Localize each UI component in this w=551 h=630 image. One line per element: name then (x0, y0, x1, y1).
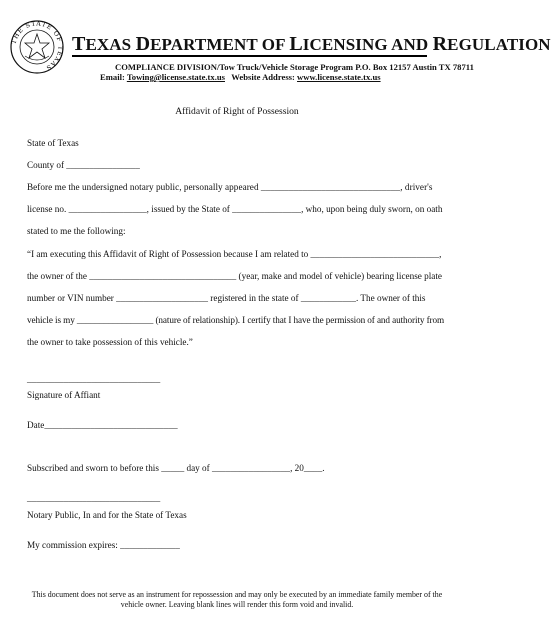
para2-line2[interactable]: the owner of the ________________________________ (year, make and model of vehicle) bearing license plate (27, 271, 442, 281)
footer-disclaimer-line1: This document does not serve as an instrument for repossession and may only be executed by an immediate family member of the (31, 590, 443, 599)
subscribed-line[interactable]: Subscribed and sworn to before this _____ day of _________________, 20____. (27, 463, 325, 473)
para2-line3[interactable]: number or VIN number ____________________ registered in the state of ____________. The owner of this (27, 293, 426, 303)
form-heading: Affidavit of Right of Possession (175, 106, 299, 117)
para1-line2[interactable]: license no. _________________, issued by the State of _______________, who, upon being duly sworn, on oath (27, 204, 443, 214)
date-field[interactable]: Date_____________________________ (27, 420, 178, 430)
notary-signature-field[interactable]: _____________________________ (27, 493, 161, 503)
signature-label: Signature of Affiant (27, 390, 101, 400)
state-line: State of Texas (27, 138, 79, 148)
para1-line3: stated to me the following: (27, 226, 126, 236)
para2-line1[interactable]: “I am executing this Affidavit of Right of Possession because I am related to ____________________________, (27, 249, 442, 259)
signature-field[interactable]: _____________________________ (27, 374, 161, 384)
seal-text: THE STATE OF TEXAS (10, 20, 64, 72)
contact-line: Email: Towing@license.state.tx.us Website Address: www.license.state.tx.us (100, 72, 381, 82)
footer-disclaimer-line2: vehicle owner. Leaving blank lines will render this form void and invalid. (120, 600, 354, 609)
texas-seal-icon (10, 20, 64, 74)
para2-line4[interactable]: vehicle is my _________________ (nature of relationship). I certify that I have the permission of and authority from (27, 315, 445, 325)
agency-title: TEXAS DEPARTMENT OF LICENSING AND REGULATION (72, 33, 551, 55)
email-link[interactable]: Towing@license.state.tx.us (126, 72, 225, 82)
compliance-division-line: COMPLIANCE DIVISION/Tow Truck/Vehicle Storage Program P.O. Box 12157 Austin TX 78711 (115, 62, 474, 72)
county-field[interactable]: County of ________________ (27, 160, 140, 170)
para2-line5: the owner to take possession of this vehicle.” (27, 337, 193, 347)
commission-expires-field[interactable]: My commission expires: _____________ (27, 540, 180, 550)
para1-line1[interactable]: Before me the undersigned notary public, personally appeared ______________________________, driver's (27, 182, 433, 192)
notary-label: Notary Public, In and for the State of Texas (27, 510, 187, 520)
header-divider (72, 55, 427, 57)
website-link[interactable]: www.license.state.tx.us (297, 72, 381, 82)
